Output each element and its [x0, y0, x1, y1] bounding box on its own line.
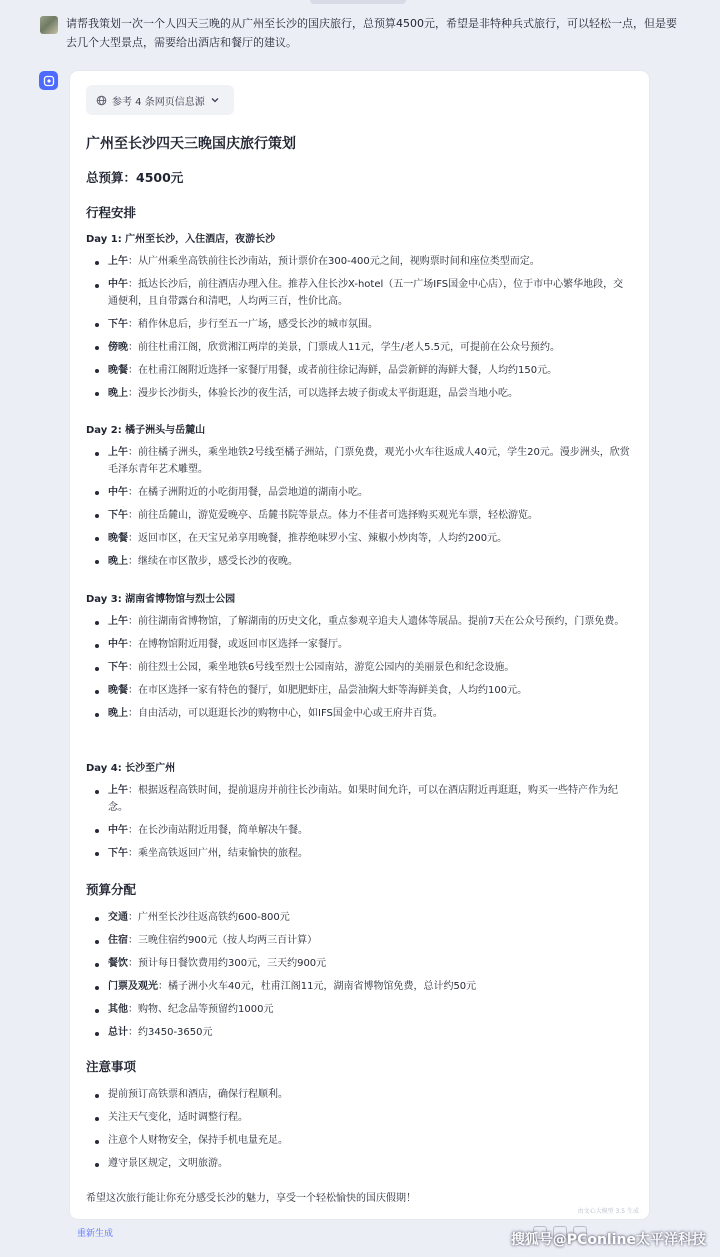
notes-list: [86, 1087, 631, 1179]
list-item: 中午：在博物馆附近用餐，或返回市区选择一家餐厅。: [86, 637, 631, 654]
watermark: 搜狐号@PConline太平洋科技: [510, 1232, 706, 1248]
budget-list: [86, 910, 631, 1048]
list-item: 下午：稍作休息后，步行至五一广场，感受长沙的城市氛围。: [86, 317, 631, 334]
list-item: 中午：抵达长沙后，前往酒店办理入住。推荐入住长沙X-hotel（五一广场IFS国金中心店），位于市中心繁华地段，交通便利，且自带露台和清吧，人均两三百，性价比高。: [86, 277, 631, 310]
list-item: 上午：根据返程高铁时间，提前退房并前往长沙南站。如果时间允许，可以在酒店附近再逛逛，购买一些特产作为纪念。: [86, 783, 631, 816]
list-item: 关注天气变化，适时调整行程。: [86, 1110, 631, 1127]
sources-label: 参考 4 条网页信息源: [112, 96, 205, 108]
plan-title: 广州至长沙四天三晚国庆旅行策划: [86, 136, 296, 152]
list-item: 餐饮：预计每日餐饮费用约300元，三天约900元: [86, 956, 631, 973]
day-2-title: Day 2: 橘子洲头与岳麓山: [86, 425, 206, 436]
list-item: 下午：前往烈士公园，乘坐地铁6号线至烈士公园南站，游览公园内的美丽景色和纪念设施。: [86, 660, 631, 677]
list-item: 傍晚：前往杜甫江阁，欣赏湘江两岸的美景，门票成人11元，学生/老人5.5元，可提前在公众号预约。: [86, 340, 631, 357]
list-item: 中午：在橘子洲附近的小吃街用餐，品尝地道的湖南小吃。: [86, 485, 631, 502]
assistant-avatar-icon: [39, 71, 58, 90]
list-item: 上午：从广州乘坐高铁前往长沙南站，预计票价在300-400元之间，视购票时间和座位类型而定。: [86, 254, 631, 271]
day-1-list: [86, 254, 631, 409]
web-source-icon: [96, 95, 107, 106]
list-item: 下午：前往岳麓山，游览爱晚亭、岳麓书院等景点。体力不佳者可选择购买观光车票，轻松游览。: [86, 508, 631, 525]
list-item: 总计：约3450-3650元: [86, 1025, 631, 1042]
list-item: 上午：前往橘子洲头，乘坐地铁2号线至橘子洲站，门票免费，观光小火车往返成人40元，学生20元。漫步洲头，欣赏毛泽东青年艺术雕塑。: [86, 445, 631, 478]
top-scroll-hint: [310, 0, 406, 4]
list-item: 晚上：自由活动，可以逛逛长沙的购物中心，如IFS国金中心或王府井百货。: [86, 706, 631, 723]
notes-heading: 注意事项: [86, 1059, 137, 1074]
chevron-down-icon: [211, 96, 219, 104]
list-item: 晚餐：返回市区，在天宝兄弟享用晚餐，推荐绝味罗小宝、辣椒小炒肉等，人均约200元。: [86, 531, 631, 548]
list-item: 中午：在长沙南站附近用餐，简单解决午餐。: [86, 823, 631, 840]
closing-text: 希望这次旅行能让你充分感受长沙的魅力，享受一个轻松愉快的国庆假期！: [86, 1193, 416, 1204]
day-3-title: Day 3: 湖南省博物馆与烈士公园: [86, 594, 236, 605]
user-message-row: [40, 14, 680, 52]
list-item: 住宿：三晚住宿约900元（按人均两三百计算）: [86, 933, 631, 950]
budget-heading: 预算分配: [86, 882, 137, 897]
list-item: 交通：广州至长沙往返高铁约600-800元: [86, 910, 631, 927]
user-message: 请帮我策划一次一个人四天三晚的从广州至长沙的国庆旅行，总预算4500元，希望是非特种兵式旅行，可以轻松一点，但是要去几个大型景点，需要给出酒店和餐厅的建议。: [66, 17, 677, 49]
day-3-list: [86, 614, 631, 729]
assistant-response-card: [70, 71, 649, 1219]
regenerate-button[interactable]: 重新生成: [77, 1229, 114, 1239]
day-1-title: Day 1: 广州至长沙，入住酒店，夜游长沙: [86, 234, 276, 245]
list-item: 门票及观光：橘子洲小火车40元，杜甫江阁11元，湖南省博物馆免费，总计约50元: [86, 979, 631, 996]
list-item: 提前预订高铁票和酒店，确保行程顺利。: [86, 1087, 631, 1104]
user-avatar: [40, 16, 58, 34]
day-4-title: Day 4: 长沙至广州: [86, 763, 176, 774]
day-2-list: [86, 445, 631, 577]
list-item: 上午：前往湖南省博物馆，了解湖南的历史文化，重点参观辛追夫人遗体等展品。提前7天在公众号预约，门票免费。: [86, 614, 631, 631]
list-item: 其他：购物、纪念品等预留约1000元: [86, 1002, 631, 1019]
day-4-list: [86, 783, 631, 869]
list-item: 注意个人财物安全，保持手机电量充足。: [86, 1133, 631, 1150]
list-item: 遵守景区规定，文明旅游。: [86, 1156, 631, 1173]
sources-toggle-button[interactable]: [86, 85, 234, 115]
itinerary-heading: 行程安排: [86, 205, 137, 220]
list-item: 下午：乘坐高铁返回广州，结束愉快的旅程。: [86, 846, 631, 863]
list-item: 晚上：继续在市区散步，感受长沙的夜晚。: [86, 554, 631, 571]
ai-generated-note: 由文心大模型 3.5 生成: [577, 1208, 639, 1215]
list-item: 晚餐：在市区选择一家有特色的餐厅，如肥肥虾庄，品尝油焖大虾等海鲜美食，人均约100元。: [86, 683, 631, 700]
list-item: 晚餐：在杜甫江阁附近选择一家餐厅用餐，或者前往徐记海鲜，品尝新鲜的海鲜大餐，人均约150元。: [86, 363, 631, 380]
list-item: 晚上：漫步长沙街头，体验长沙的夜生活，可以选择去坡子街或太平街逛逛，品尝当地小吃。: [86, 386, 631, 403]
budget-total: 总预算：4500元: [86, 170, 184, 185]
